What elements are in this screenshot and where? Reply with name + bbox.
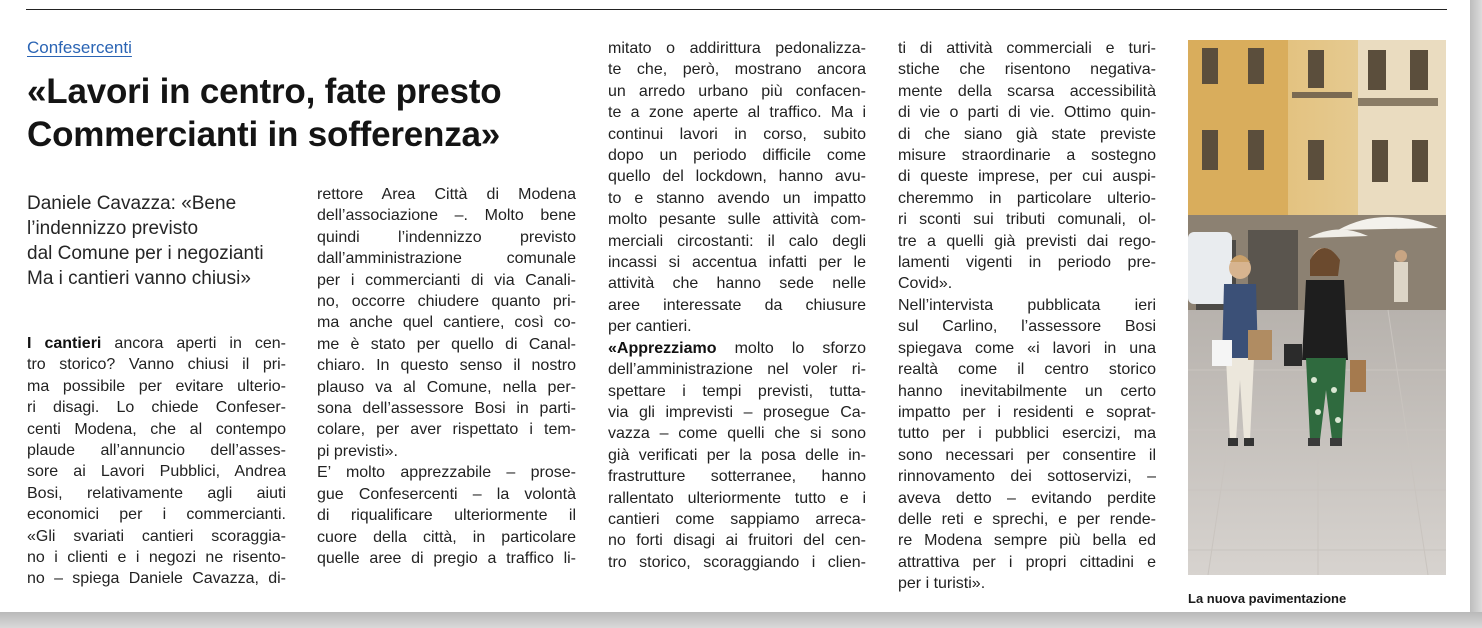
text-line: sono necessari per consentire il [898, 446, 1156, 464]
text-line: rallentato ulteriormente tutto e i [608, 489, 866, 507]
text-line: sore ai Lavori Pubblici, Andrea [27, 463, 286, 481]
lead-in: I cantieri [27, 335, 102, 352]
page-shadow-right [1470, 0, 1482, 628]
text-line: Bosi, relativamente agli aiuti [27, 484, 286, 502]
text-line: Covid». [898, 275, 953, 293]
text-line: già verificati per la posa delle in- [608, 446, 866, 464]
article-headline [27, 70, 501, 156]
text-line: frastrutture sotterranee, hanno [608, 468, 866, 486]
text-line: un arredo urbano più confacen- [608, 82, 866, 100]
text-line: rinnovamento dei sottoservizi, – [898, 468, 1156, 486]
text-line: per cantieri. [608, 318, 692, 336]
text-column-3 [608, 38, 866, 573]
text-line: realtà come il centro storico [898, 361, 1156, 379]
text-line: chiaro. In questo senso il nostro [317, 357, 576, 375]
photo-caption: La nuova pavimentazione [1188, 591, 1347, 606]
text-line: continui lavori in corso, subito [608, 125, 866, 143]
headline-line-2: Commercianti in sofferenza» [27, 115, 501, 154]
text-line: cantieri come sappiamo arreca- [608, 510, 866, 528]
text-line: vazza – come quelli che si sono [608, 425, 866, 443]
text-line: «Apprezziamo molto lo sforzo [608, 339, 866, 357]
text-column-1 [27, 333, 286, 590]
text-line: Nell’intervista pubblicata ieri [898, 296, 1156, 314]
text-line: dell’amministrazione nel voler ri- [608, 361, 866, 379]
text-line: di che siano già state previste [898, 125, 1156, 143]
text-line: no, occorre chiudere quanto pri- [317, 293, 576, 311]
text-line: quelle aree di pregio a traffico li- [317, 549, 576, 567]
text-line: misure straordinarie a sostegno [898, 147, 1156, 165]
subhead-line: Daniele Cavazza: «Bene [27, 193, 237, 214]
text-line: attrattiva per i propri cittadini e [898, 553, 1156, 571]
top-rule [26, 9, 1447, 10]
text-line: quindi l’indennizzo previsto [317, 228, 576, 246]
text-line: colare, per aver rispettato i tem- [317, 421, 576, 439]
text-line: incassi si accentua infatti per le [608, 254, 866, 272]
text-line: sona dell’assessore Bosi in parti- [317, 400, 576, 418]
text-line: rettore Area Città di Modena [317, 186, 576, 203]
page-shadow-bottom [0, 612, 1482, 628]
text-column-4 [898, 38, 1156, 595]
text-line: di vie o parti di vie. Ottimo quin- [898, 104, 1156, 122]
text-line: tro storico, scoraggiando i clien- [608, 553, 866, 571]
text-line: re Modena sempre più bella ed [898, 532, 1156, 550]
text-line: per i turisti». [898, 575, 986, 593]
text-line: per i commercianti di via Canali- [317, 271, 576, 289]
text-line: te che, però, mostrano ancora [608, 61, 866, 79]
text-line: molto pesante sulle attività com- [608, 211, 866, 229]
text-line: E’ molto apprezzabile – prose- [317, 464, 576, 482]
text-line: cuore della città, in particolare [317, 528, 576, 546]
text-line: plauso va al Comune, nella per- [317, 378, 576, 396]
text-line: lamenti vigenti in periodo pre- [898, 254, 1156, 272]
text-line: dall’amministrazione comunale [317, 250, 576, 268]
lead-in: «Apprezziamo [608, 339, 717, 357]
text-line: attività che hanno sede nelle [608, 275, 866, 293]
text-line: merciali circostanti: il calo degli [608, 232, 866, 250]
text-line: aveva detto – evitando perdite [898, 489, 1156, 507]
text-line: dopo un periodo difficile come [608, 147, 866, 165]
text-line: to e stanno avendo un impatto [608, 189, 866, 207]
text-line: di queste imprese, per cui auspi- [898, 168, 1156, 186]
street-photo [1188, 40, 1446, 575]
text-line: ma anche quel cantiere, così co- [317, 314, 576, 332]
text-line: I cantieri ancora aperti in cen- [27, 335, 287, 352]
text-line: quello del lockdown, hanno avu- [608, 168, 866, 186]
text-line: tro storico? Vanno chiusi il pri- [27, 356, 286, 374]
text-line: spiegava come «i lavori in una [898, 339, 1156, 357]
text-line: sul Carlino, l’assessore Bosi [898, 318, 1156, 336]
text-line: no i clienti e i negozi ne risento- [27, 549, 286, 567]
text-line: no forti disagi ai fruitori del cen- [608, 532, 866, 550]
text-line: ti di attività commerciali e turi- [898, 40, 1156, 57]
text-line: te a zone aperte al traffico. Ma i [608, 104, 866, 122]
text-line: di riqualificare ulteriormente il [317, 507, 576, 525]
text-line: via gli imprevisti – prosegue Ca- [608, 403, 866, 421]
text-column-2 [317, 184, 576, 569]
text-line: tutto per i pubblici esercizi, ma [898, 425, 1156, 443]
subhead-line: l’indennizzo previsto [27, 218, 199, 239]
text-line: cheremmo in particolare ulterio- [898, 189, 1156, 207]
section-kicker[interactable]: Confesercenti [27, 38, 132, 57]
text-line: gue Confesercenti – la volontà [317, 485, 576, 503]
text-line: «Gli svariati cantieri scoraggia- [27, 527, 286, 545]
subhead-line: dal Comune per i negozianti [27, 243, 264, 264]
text-line: ma possibile per evitare ulterio- [27, 377, 286, 395]
text-line: dell’associazione –. Molto bene [317, 207, 576, 225]
text-line: centi Modena, che al contempo [27, 420, 286, 438]
text-line: tre a quelli già previsti dai rego- [898, 232, 1156, 250]
headline-line-1: «Lavori in centro, fate presto [27, 72, 502, 111]
text-line: stiche che risentono negativa- [898, 61, 1156, 79]
text-line: ri sconti sui tributi comunali, ol- [898, 211, 1156, 229]
text-line: delle reti e sprechi, e per rende- [898, 510, 1156, 528]
text-line: plaude all’annuncio dell’asses- [27, 442, 286, 460]
text-line: aree interessate da chiusure [608, 296, 866, 314]
text-line: hanno inevitabilmente un certo [898, 382, 1156, 400]
text-line: mitato o addirittura pedonalizza- [608, 40, 866, 57]
text-line: ri disagi. Lo chiede Confeser- [27, 399, 286, 417]
article-subheadline [27, 191, 297, 291]
text-line: no – spiega Daniele Cavazza, di- [27, 570, 286, 588]
text-line: economici per i commercianti. [27, 506, 286, 524]
text-line: mente della scarsa accessibilità [898, 82, 1156, 100]
text-line: impatto per i residenti e soprat- [898, 403, 1156, 421]
text-line: me è stato per quello di Canal- [317, 335, 576, 353]
subhead-line: Ma i cantieri vanno chiusi» [27, 268, 251, 289]
text-line: pi previsti». [317, 442, 398, 460]
text-line: spettare i tempi previsti, tutta- [608, 382, 866, 400]
